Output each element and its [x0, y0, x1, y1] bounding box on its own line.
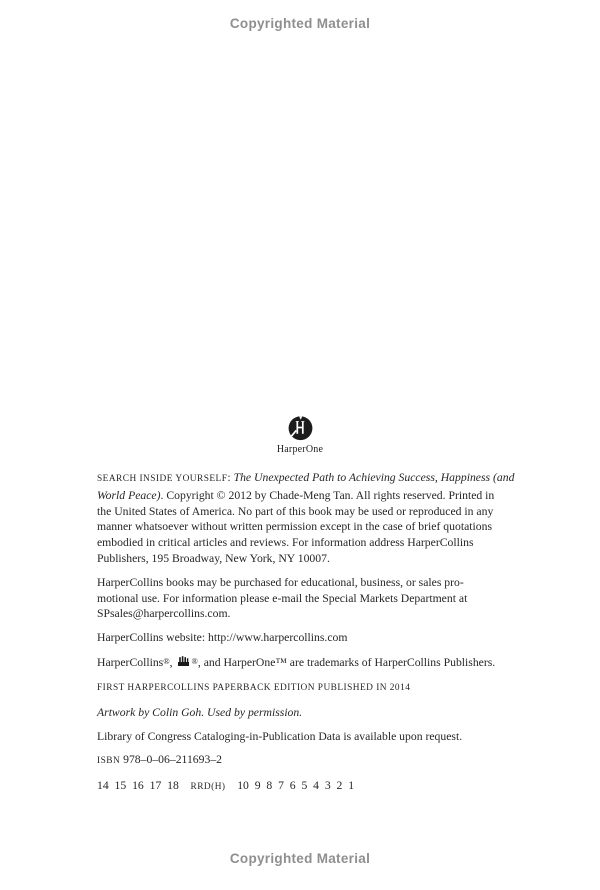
text-line [97, 551, 511, 567]
text-run: embodied in critical articles and reviews. For information address HarperCollins [97, 536, 474, 550]
text-run: HarperCollins books may be purchased for educational, business, or sales pro- [97, 575, 464, 589]
text-line [97, 575, 511, 591]
text-run: Library of Congress Cataloging-in-Publication Data is available upon request. [97, 729, 463, 743]
text-run: Publishers, 195 Broadway, New York, NY 10007. [97, 551, 330, 565]
text-run: ® [163, 655, 170, 666]
text-run: 978–0–06–211693–2 [120, 753, 223, 767]
printers-key-line [97, 778, 511, 796]
copyrighted-material-top: Copyrighted Material [229, 16, 371, 31]
text-run: ISBN [97, 756, 121, 767]
harpercollins-colophon-icon [177, 656, 190, 667]
edition-line [97, 679, 511, 697]
text-line [97, 679, 511, 697]
text-line [97, 606, 511, 622]
text-line [97, 504, 511, 520]
text-line [97, 654, 511, 671]
website-line [97, 630, 511, 646]
text-line [97, 752, 511, 770]
text-run: HarperCollins website: http://www.harpercollins.com [97, 631, 348, 645]
library-of-congress-line [97, 729, 511, 745]
text-line [97, 778, 511, 796]
text-run: , and HarperOne™ are trademarks of HarperCollins Publishers. [197, 656, 496, 670]
copyright-text-block [97, 470, 515, 804]
text-run: The Unexpected Path to Achieving Success, Happiness (and [233, 471, 515, 484]
copyrighted-material-bottom: Copyrighted Material [229, 851, 371, 866]
harperone-wordmark: HarperOne [276, 444, 324, 455]
text-line [97, 705, 511, 721]
text-run: World Peace) [97, 488, 161, 502]
text-line [97, 729, 511, 745]
text-run: : [227, 471, 234, 484]
text-run: . Copyright © 2012 by Chade-Meng Tan. All rights reserved. Printed in [160, 488, 495, 502]
harperone-logo-icon [286, 415, 314, 443]
text-line [97, 488, 511, 504]
artwork-credit-line [97, 705, 511, 721]
text-run: Artwork by Colin Goh. Used by permission. [97, 705, 303, 719]
text-run: HarperCollins [97, 656, 164, 670]
special-markets-paragraph [97, 575, 511, 622]
text-line [97, 630, 511, 646]
isbn-line [97, 752, 511, 770]
text-line [97, 535, 511, 551]
text-line [97, 470, 515, 488]
text-line [97, 591, 511, 607]
text-run: , [169, 656, 176, 670]
copyright-notice-paragraph [97, 470, 515, 567]
text-run: 14 15 16 17 18 [97, 779, 191, 793]
text-run: FIRST HARPERCOLLINS PAPERBACK EDITION PUBLISHED IN 2014 [97, 682, 411, 693]
text-run: 10 9 8 7 6 5 4 3 2 1 [225, 779, 355, 793]
harperone-imprint [0, 415, 600, 455]
trademarks-line [97, 654, 511, 671]
text-line [97, 519, 511, 535]
text-run: SEARCH INSIDE YOURSELF [97, 474, 228, 484]
text-run: ® [191, 655, 198, 666]
text-run: motional use. For information please e-mail the Special Markets Department at [97, 591, 468, 605]
text-run: the United States of America. No part of this book may be used or reproduced in any [97, 504, 494, 518]
text-run: RRD(H) [190, 782, 226, 793]
text-run: SPsales@harpercollins.com. [97, 607, 231, 621]
text-run: manner whatsoever without written permission except in the case of brief quotations [97, 520, 492, 534]
